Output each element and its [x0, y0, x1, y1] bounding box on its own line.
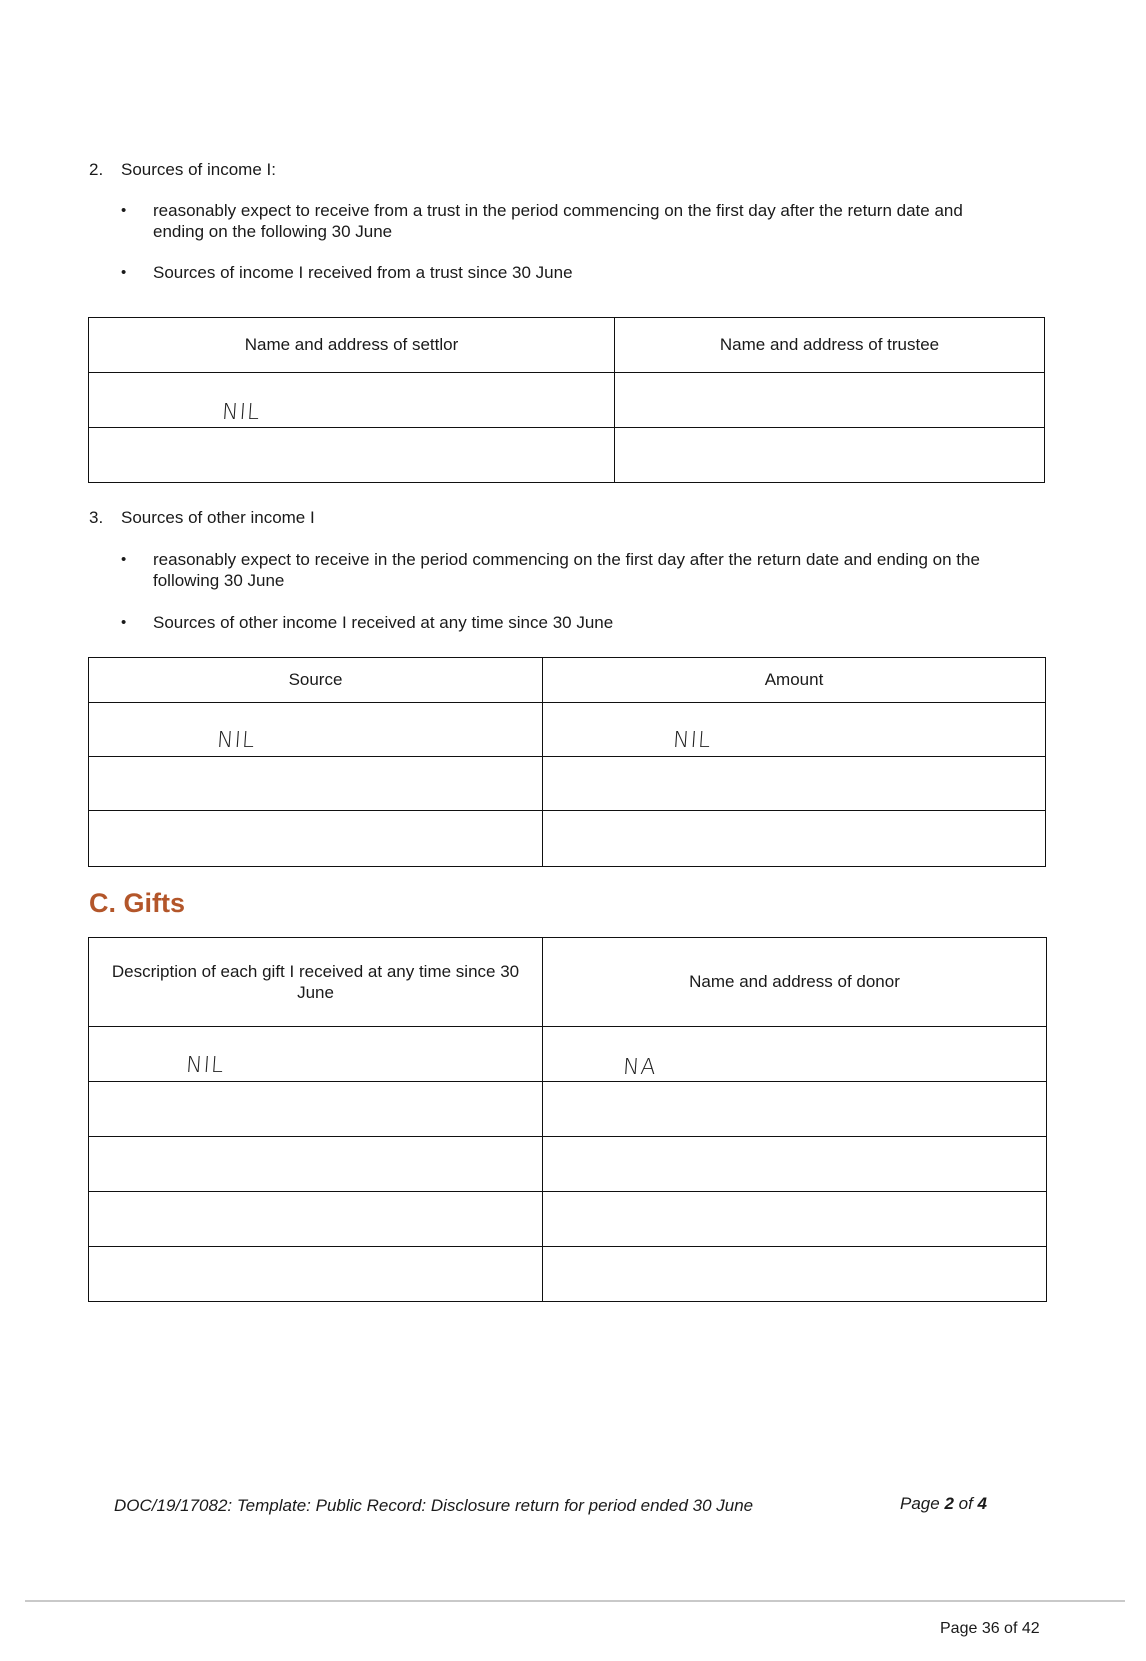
table-cell	[89, 428, 615, 483]
trust-income-table	[88, 317, 1045, 483]
section-3-bullet-text: reasonably expect to receive in the period commencing on the first day after the return date and ending on the following 30 June	[153, 550, 980, 590]
page-of: of	[953, 1494, 978, 1513]
section-3-heading	[89, 508, 315, 528]
section-2-bullet	[121, 200, 1013, 242]
column-header: Amount	[543, 658, 1046, 703]
table-cell	[89, 1137, 543, 1192]
section-3-number: 3.	[89, 508, 104, 527]
column-header: Name and address of settlor	[89, 318, 615, 373]
table-cell	[543, 1027, 1047, 1082]
form-page-number	[900, 1494, 987, 1514]
table-row	[89, 703, 1046, 757]
section-2-bullet-text: Sources of income I received from a trust since 30 June	[153, 263, 573, 282]
table-cell	[89, 1247, 543, 1302]
table-cell	[615, 428, 1045, 483]
table-row	[89, 1082, 1047, 1137]
handwritten-entry: NIL	[221, 400, 262, 425]
table-cell	[89, 757, 543, 811]
column-header: Name and address of trustee	[615, 318, 1045, 373]
table-cell	[543, 1192, 1047, 1247]
bullet-icon: •	[121, 614, 127, 631]
table-row	[89, 428, 1045, 483]
packet-page-number: Page 36 of 42	[940, 1620, 1040, 1637]
table-header-row	[89, 938, 1047, 1027]
table-cell	[89, 1192, 543, 1247]
table-header-row	[89, 318, 1045, 373]
bullet-icon: •	[121, 551, 127, 568]
gifts-table	[88, 937, 1047, 1302]
table-cell	[89, 1027, 543, 1082]
page-prefix: Page	[900, 1494, 945, 1513]
table-row	[89, 757, 1046, 811]
column-header: Source	[89, 658, 543, 703]
gifts-section-title: C. Gifts	[89, 888, 186, 918]
section-2-heading-text: Sources of income I:	[121, 160, 276, 179]
bullet-icon: •	[121, 264, 127, 281]
bullet-icon: •	[121, 202, 127, 219]
table-row	[89, 373, 1045, 428]
table-row	[89, 1192, 1047, 1247]
column-header: Description of each gift I received at any time since 30 June	[89, 938, 543, 1027]
section-3-bullet	[121, 612, 1043, 633]
section-2-heading	[89, 160, 276, 180]
section-3-heading-text: Sources of other income I	[121, 508, 315, 527]
page-total: 4	[977, 1494, 987, 1513]
table-cell	[543, 1247, 1047, 1302]
section-2-number: 2.	[89, 160, 104, 179]
handwritten-entry: NIL	[216, 728, 257, 753]
handwritten-entry: NIL	[672, 728, 713, 753]
table-cell	[543, 1137, 1047, 1192]
handwritten-entry: NA	[622, 1055, 658, 1080]
table-cell	[543, 811, 1046, 867]
page-divider	[25, 1600, 1125, 1602]
section-3-bullet-text: Sources of other income I received at any time since 30 June	[153, 613, 614, 632]
table-cell	[89, 811, 543, 867]
table-cell	[615, 373, 1045, 428]
table-row	[89, 1247, 1047, 1302]
other-income-table	[88, 657, 1046, 867]
table-cell	[89, 373, 615, 428]
section-3-bullet	[121, 549, 1043, 591]
table-cell	[89, 703, 543, 757]
table-row	[89, 1027, 1047, 1082]
section-2-bullet-text: reasonably expect to receive from a trust in the period commencing on the first day after the return date and ending on the following 30 June	[153, 201, 963, 241]
table-cell	[543, 703, 1046, 757]
table-header-row	[89, 658, 1046, 703]
table-cell	[543, 757, 1046, 811]
table-row	[89, 1137, 1047, 1192]
section-2-bullet	[121, 262, 1013, 283]
column-header: Name and address of donor	[543, 938, 1047, 1027]
table-cell	[543, 1082, 1047, 1137]
table-cell	[89, 1082, 543, 1137]
handwritten-entry: NIL	[185, 1053, 226, 1078]
document-reference: DOC/19/17082: Template: Public Record: Disclosure return for period ended 30 June	[114, 1496, 754, 1515]
table-row	[89, 811, 1046, 867]
page-current: 2	[944, 1494, 954, 1513]
